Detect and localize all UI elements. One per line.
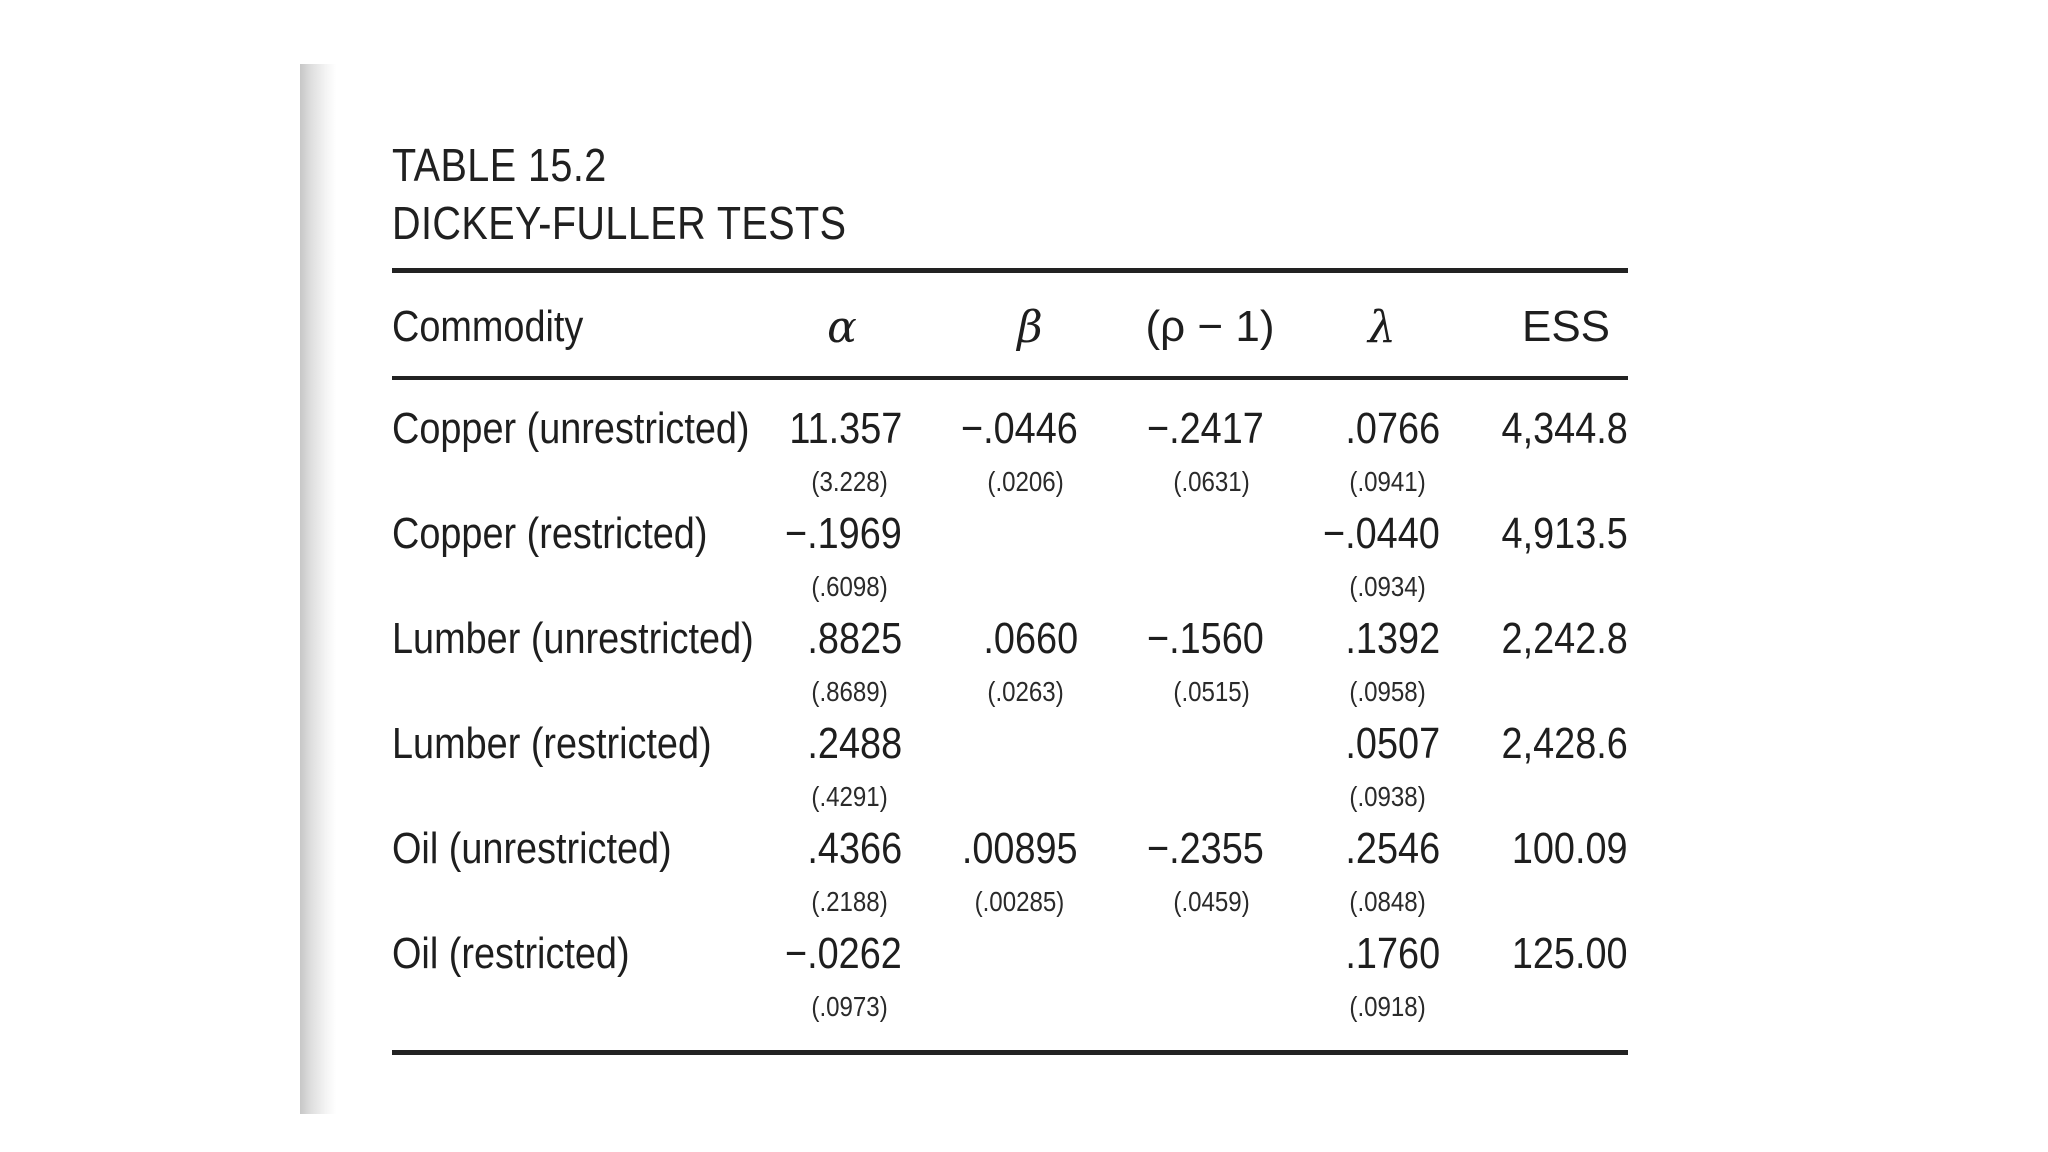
cell-beta: .00895 bbox=[962, 824, 1078, 873]
header-lambda: λ bbox=[1368, 302, 1396, 353]
header-beta: β bbox=[1017, 302, 1043, 353]
cell-lambda-std-error: (.0918) bbox=[1349, 991, 1426, 1022]
header-ess: ESS bbox=[1521, 302, 1611, 351]
cell-alpha-std-error: (.4291) bbox=[811, 781, 888, 812]
cell-rho-std-error: (.0459) bbox=[1173, 886, 1250, 917]
cell-alpha-std-error: (.6098) bbox=[811, 571, 888, 602]
cell-alpha-std-error: (.0973) bbox=[811, 991, 888, 1022]
cell-beta-std-error: (.0206) bbox=[987, 466, 1064, 497]
cell-lambda: .1760 bbox=[1345, 929, 1440, 978]
cell-beta-std-error: (.0263) bbox=[987, 676, 1064, 707]
cell-alpha: .8825 bbox=[807, 614, 902, 663]
cell-ess: 4,344.8 bbox=[1501, 404, 1628, 453]
cell-lambda: .0507 bbox=[1345, 719, 1440, 768]
cell-beta: .0660 bbox=[983, 614, 1078, 663]
cell-alpha: −.1969 bbox=[785, 509, 902, 558]
cell-lambda-std-error: (.0941) bbox=[1349, 466, 1426, 497]
cell-ess: 100.09 bbox=[1512, 824, 1628, 873]
cell-alpha: .2488 bbox=[807, 719, 902, 768]
row-label: Lumber (restricted) bbox=[392, 719, 712, 768]
cell-ess: 2,428.6 bbox=[1501, 719, 1628, 768]
cell-alpha-std-error: (3.228) bbox=[811, 466, 888, 497]
cell-rho-std-error: (.0631) bbox=[1173, 466, 1250, 497]
cell-alpha-std-error: (.8689) bbox=[811, 676, 888, 707]
cell-lambda: .2546 bbox=[1345, 824, 1440, 873]
cell-ess: 2,242.8 bbox=[1501, 614, 1628, 663]
cell-rho-std-error: (.0515) bbox=[1173, 676, 1250, 707]
cell-alpha: −.0262 bbox=[785, 929, 902, 978]
row-label: Oil (unrestricted) bbox=[392, 824, 672, 873]
header-rule bbox=[392, 376, 1628, 380]
cell-rho: −.2355 bbox=[1147, 824, 1264, 873]
cell-lambda: .1392 bbox=[1345, 614, 1440, 663]
cell-beta-std-error: (.00285) bbox=[974, 886, 1064, 917]
row-label: Lumber (unrestricted) bbox=[392, 614, 754, 663]
cell-rho: −.2417 bbox=[1147, 404, 1264, 453]
header-rho-minus-one: (ρ − 1) bbox=[1145, 302, 1275, 351]
cell-ess: 125.00 bbox=[1512, 929, 1628, 978]
cell-alpha: 11.357 bbox=[789, 404, 902, 453]
row-label: Copper (restricted) bbox=[392, 509, 708, 558]
cell-lambda-std-error: (.0958) bbox=[1349, 676, 1426, 707]
cell-beta: −.0446 bbox=[961, 404, 1078, 453]
cell-rho: −.1560 bbox=[1147, 614, 1264, 663]
table-top-rule bbox=[392, 268, 1628, 273]
cell-alpha: .4366 bbox=[807, 824, 902, 873]
cell-lambda: .0766 bbox=[1345, 404, 1440, 453]
cell-lambda: −.0440 bbox=[1323, 509, 1440, 558]
cell-alpha-std-error: (.2188) bbox=[811, 886, 888, 917]
scan-page-edge bbox=[300, 64, 336, 1114]
row-label: Copper (unrestricted) bbox=[392, 404, 750, 453]
table-bottom-rule bbox=[392, 1050, 1628, 1055]
header-commodity: Commodity bbox=[392, 302, 584, 351]
cell-lambda-std-error: (.0848) bbox=[1349, 886, 1426, 917]
cell-lambda-std-error: (.0934) bbox=[1349, 571, 1426, 602]
table-number: TABLE 15.2 bbox=[392, 139, 607, 191]
cell-ess: 4,913.5 bbox=[1501, 509, 1628, 558]
table-caption bbox=[392, 139, 847, 249]
table-title: DICKEY-FULLER TESTS bbox=[392, 197, 847, 249]
row-label: Oil (restricted) bbox=[392, 929, 630, 978]
header-alpha: α bbox=[827, 302, 857, 353]
cell-lambda-std-error: (.0938) bbox=[1349, 781, 1426, 812]
